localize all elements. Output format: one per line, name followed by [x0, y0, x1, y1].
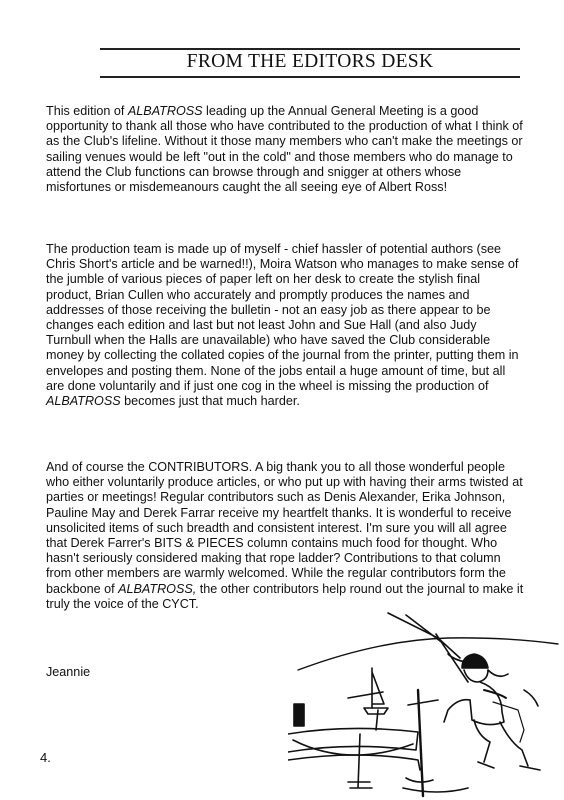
title-rule-bottom — [100, 76, 520, 78]
paragraph-text: the other contributors help round out the journal to make it truly the voice of the CYCT. — [46, 581, 524, 611]
article-paragraph-3 — [46, 460, 524, 612]
article-paragraph-2 — [46, 242, 524, 409]
article-paragraph-1 — [46, 104, 524, 195]
paragraph-text: This edition of — [46, 104, 128, 118]
paragraph-text: And of course the CONTRIBUTORS. A big thank you to all those wonderful people who either voluntarily produce articles, or who put up with having their arms twisted at parties or meetings! Regular contributors such as Denis Alexander, Erika Johnson, Pauline May and Derek Farrar receive my heartfelt thanks. It is wonderful to receive unsolicited items of such breadth and consistent interest. I'm sure you will all agree that Derek Farrer's BITS & PIECES column contains much food for thought. Who hasn't seriously considered making that rope ladder? Contributions to that column from other members are warmly welcomed. While the regular contributors form the backbone of — [46, 460, 523, 596]
paragraph-text: becomes just that much harder. — [120, 394, 300, 409]
paragraph-text: leading up the Annual General Meeting is a good opportunity to thank all those who have contributed to the production of what I think of as the Club's lifeline. Without it those many members who can't make the meetings or sailing venues would be left "out in the cold" and those members who do manage to attend the Club functions can browse through and snigger at others whose misfortunes or misdemeanours caught the all seeing eye of Albert Ross! — [46, 104, 523, 195]
page-number: 4. — [40, 750, 51, 765]
publication-name: ALBATROSS, — [118, 581, 197, 596]
author-signoff: Jeannie — [46, 665, 91, 679]
publication-name: ALBATROSS — [127, 104, 203, 118]
publication-name: ALBATROSS — [46, 394, 121, 409]
page-title: FROM THE EDITORS DESK — [186, 51, 434, 72]
cartoon-sailor-on-pier-icon — [288, 610, 564, 800]
paragraph-text: The production team is made up of myself - chief hassler of potential authors (see Chris Short's article and be warned!!), Moira Watson who manages to make sense of the jumble of various pieces of paper left on her desk to create the stylish final product, Brian Cullen who accurately and promptly produces the names and addresses of those receiving the bulletin - not an easy job as there appear to be changes each edition and last but not least John and Sue Hall (and also Judy Turnbull when the Halls are unavailable) who have saved the Club considerable money by collecting the collated copies of the journal from the printer, putting them in envelopes and posting them. None of the jobs entail a huge amount of time, but all are done voluntarily and if just one cog in the wheel is missing the production of — [46, 242, 519, 393]
